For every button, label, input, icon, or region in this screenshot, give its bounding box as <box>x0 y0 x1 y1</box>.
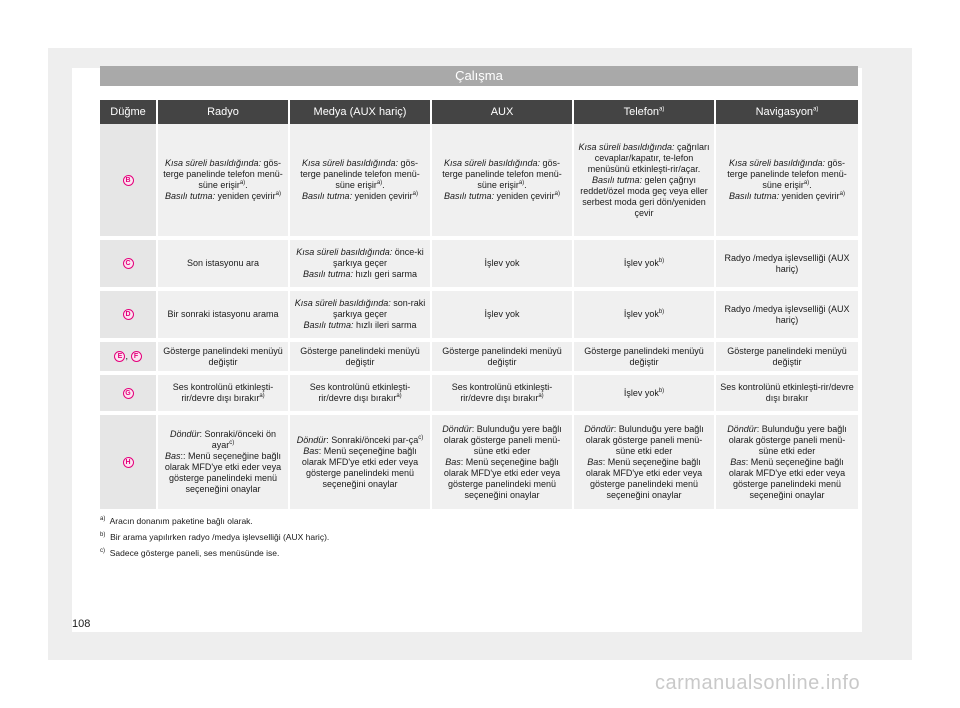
cell-navigation: Döndür: Bulunduğu yere bağlı olarak gösterge paneli menü-süne etki eder Bas: Menü seçeneğine bağlı olarak MFD'ye etki eder veya gösterge panelindeki menü seçeneğini onaylar <box>716 415 858 513</box>
button-g-icon: G <box>123 388 134 399</box>
footnote: $^{c)}$ Sadece gösterge paneli, ses menüsünde ise. <box>100 548 280 558</box>
button-b-icon: B <box>123 175 134 186</box>
cell-telephone: İşlev yok$^{b)}$ <box>574 291 716 342</box>
key-cell <box>100 415 158 513</box>
key-cell <box>100 291 158 342</box>
cell-aux: Döndür: Bulunduğu yere bağlı olarak gösterge paneli menü-süne etki eder Bas: Menü seçeneğine bağlı olarak MFD'ye etki eder veya gösterge panelindeki menü seçeneğini onaylar <box>432 415 574 513</box>
cell-aux: Gösterge panelindeki menüyü değiştir <box>432 342 574 375</box>
table-row <box>100 375 858 415</box>
footnote: $^{a)}$ Aracın donanım paketine bağlı olarak. <box>100 516 253 526</box>
cell-aux: Ses kontrolünü etkinleşti-rir/devre dışı bırakır$^{a)}$ <box>432 375 574 415</box>
cell-media: Gösterge panelindeki menüyü değiştir <box>290 342 432 375</box>
cell-telephone: İşlev yok$^{b)}$ <box>574 375 716 415</box>
cell-navigation: Gösterge panelindeki menüyü değiştir <box>716 342 858 375</box>
header-telephone: Telefon$^{a)}$ <box>574 100 716 124</box>
cell-navigation: Radyo /medya işlevselliği (AUX hariç) <box>716 240 858 291</box>
section-title: Çalışma <box>100 66 858 86</box>
watermark: carmanualsonline.info <box>655 672 861 694</box>
cell-media: Ses kontrolünü etkinleşti-rir/devre dışı bırakır$^{a)}$ <box>290 375 432 415</box>
table-row <box>100 291 858 342</box>
footnotes <box>100 516 329 564</box>
table-row <box>100 240 858 291</box>
table-row <box>100 124 858 240</box>
cell-navigation: Kısa süreli basıldığında: gös-terge panelinde telefon menü-süne erişir$^{a)}$. Basılı tutma: yeniden çevirir$^{a)}$ <box>716 124 858 240</box>
key-cell <box>100 375 158 415</box>
cell-aux: İşlev yok <box>432 240 574 291</box>
cell-navigation: Ses kontrolünü etkinleşti-rir/devre dışı bırakır <box>716 375 858 415</box>
footnote-ref: a) <box>813 105 819 112</box>
cell-media: Döndür: Sonraki/önceki par-$ça^{c)}$ Bas: Menü seçeneğine bağlı olarak MFD'ye etki eder veya gösterge panelindeki menü seçeneğini onaylar <box>290 415 432 513</box>
cell-radio: Son istasyonu ara <box>158 240 290 291</box>
header-media: Medya (AUX hariç) <box>290 100 432 124</box>
footnote-ref: a) <box>659 105 665 112</box>
cell-telephone: Gösterge panelindeki menüyü değiştir <box>574 342 716 375</box>
header-navigation: Navigasyon$^{a)}$ <box>716 100 858 124</box>
cell-radio: Kısa süreli basıldığında: gös-terge panelinde telefon menü-süne erişir$^{a)}$. Basılı tutma: yeniden çevirir$^{a)}$ <box>158 124 290 240</box>
cell-telephone: Kısa süreli basıldığında: çağrıları cevaplar/kapatır, te-lefon menüsünü etkinleşti-rir/açar. Basılı tutma: gelen çağrıyı reddet/özel moda geç veya eller serbest moda geri dön/yeniden çevir <box>574 124 716 240</box>
cell-media: Kısa süreli basıldığında: gös-terge panelinde telefon menü-süne erişir$^{a)}$. Basılı tutma: yeniden çevirir$^{a)}$ <box>290 124 432 240</box>
button-h-icon: H <box>123 457 134 468</box>
table-row <box>100 415 858 513</box>
cell-aux: Kısa süreli basıldığında: gös-terge panelinde telefon menü-süne erişir$^{a)}$. Basılı tutma: yeniden çevirir$^{a)}$ <box>432 124 574 240</box>
cell-media: Kısa süreli basıldığında: son-raki şarkıya geçer Basılı tutma: hızlı ileri sarma <box>290 291 432 342</box>
key-cell <box>100 240 158 291</box>
cell-radio: Döndür: Sonraki/önceki ön ayar$^{c)}$ Bas:: Menü seçeneğine bağlı olarak MFD'ye etki eder veya gösterge panelindeki menü seçeneğini onaylar <box>158 415 290 513</box>
cell-telephone: Döndür: Bulunduğu yere bağlı olarak gösterge paneli menü-süne etki eder Bas: Menü seçeneğine bağlı olarak MFD'ye etki eder veya gösterge panelindeki menü seçeneğini onaylar <box>574 415 716 513</box>
button-c-icon: C <box>123 258 134 269</box>
cell-radio: Gösterge panelindeki menüyü değiştir <box>158 342 290 375</box>
key-cell: E , F <box>100 342 158 375</box>
footnote: $^{b)}$ Bir arama yapılırken radyo /medya işlevselliği (AUX hariç). <box>100 532 330 542</box>
cell-radio: Ses kontrolünü etkinleşti-rir/devre dışı bırakır$^{a)}$ <box>158 375 290 415</box>
button-e-icon: E <box>114 351 125 362</box>
page-number: 108 <box>72 618 91 630</box>
table-header-row <box>100 100 858 124</box>
button-d-icon: D <box>123 309 134 320</box>
header-button: Düğme <box>100 100 158 124</box>
cell-telephone: İşlev yok$^{b)}$ <box>574 240 716 291</box>
button-f-icon: F <box>131 351 142 362</box>
cell-media: Kısa süreli basıldığında: önce-ki şarkıya geçer Basılı tutma: hızlı geri sarma <box>290 240 432 291</box>
header-radio: Radyo <box>158 100 290 124</box>
cell-navigation: Radyo /medya işlevselliği (AUX hariç) <box>716 291 858 342</box>
key-cell <box>100 124 158 240</box>
header-aux: AUX <box>432 100 574 124</box>
button-function-table <box>100 100 858 513</box>
cell-aux: İşlev yok <box>432 291 574 342</box>
cell-radio: Bir sonraki istasyonu arama <box>158 291 290 342</box>
table-row <box>100 342 858 375</box>
